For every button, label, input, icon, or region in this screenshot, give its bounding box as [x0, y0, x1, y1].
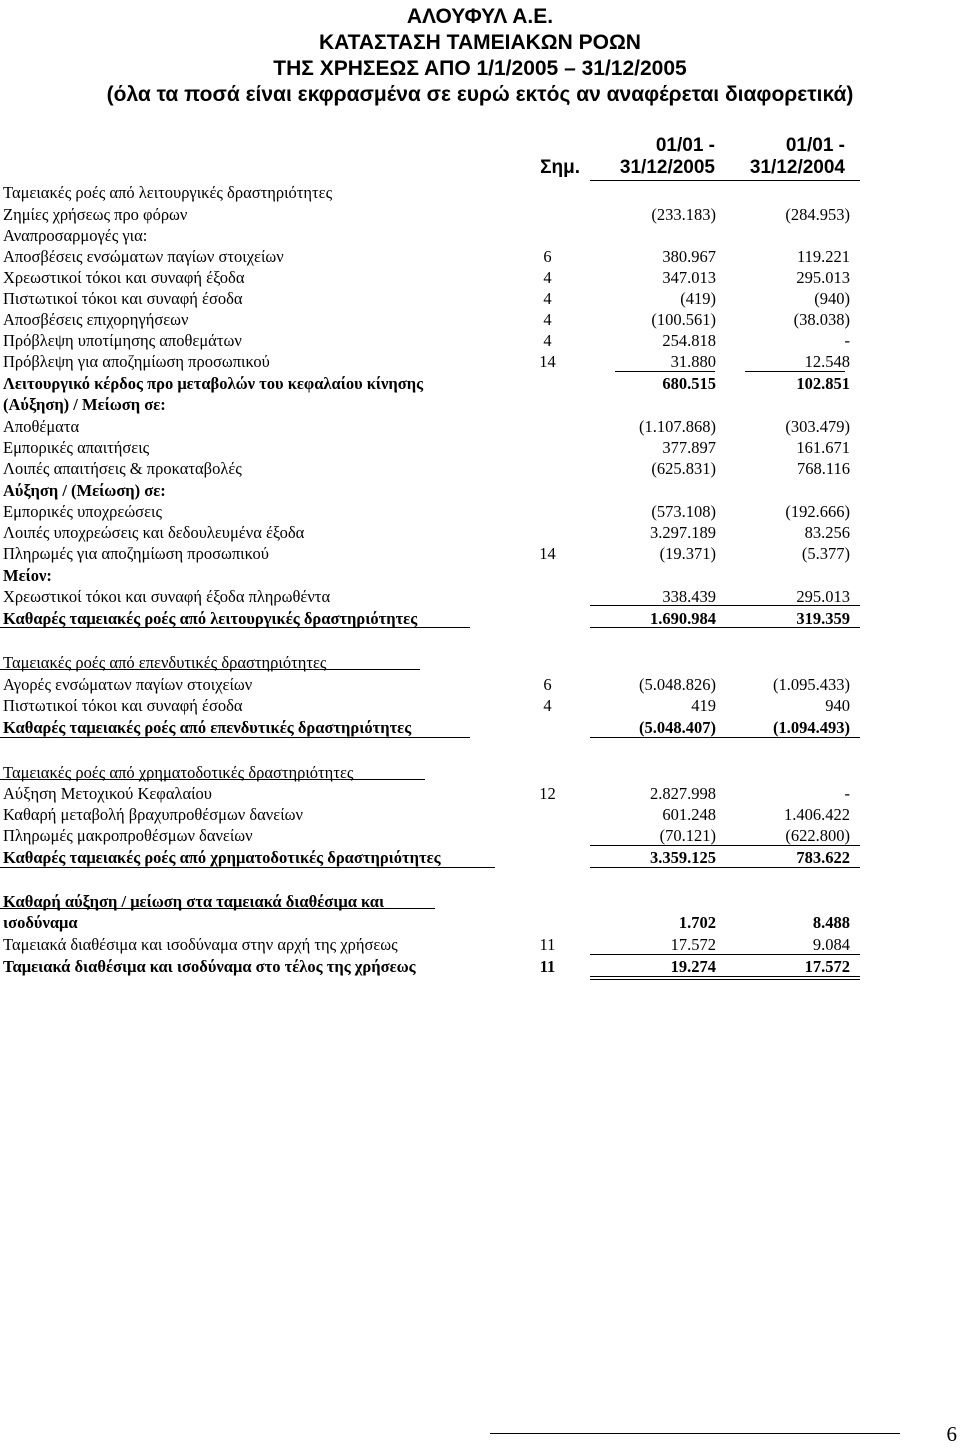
- value-2004: 17.572: [804, 957, 850, 976]
- row-note: 4: [543, 289, 552, 308]
- row-label: Καθαρές ταμειακές ροές από χρηματοδοτικές δραστηριότητες: [3, 848, 441, 867]
- value-2004: -: [844, 784, 850, 803]
- header-rule: [590, 180, 860, 181]
- value-2004: 83.256: [804, 523, 850, 542]
- row-label: Πληρωμές μακροπροθέσμων δανείων: [3, 826, 253, 845]
- table-row: [0, 309, 960, 330]
- table-row: [0, 246, 960, 267]
- total-rule-investing: [0, 737, 470, 738]
- table-row: [0, 288, 960, 309]
- row-label: Χρεωστικοί τόκοι και συναφή έξοδα πληρωθέντα: [3, 587, 331, 606]
- column-2005-header-line2: 31/12/2005: [619, 157, 715, 178]
- value-2004: 12.548: [804, 352, 850, 371]
- row-label: Ταμειακές ροές από χρηματοδοτικές δραστηριότητες: [3, 763, 354, 782]
- row-note: 4: [543, 696, 552, 715]
- row-label: Αποθέματα: [3, 417, 80, 436]
- row-label: Πληρωμές για αποζημίωση προσωπικού: [3, 544, 269, 563]
- heading-underline-investing: [0, 669, 420, 670]
- value-2005: 1.702: [678, 913, 716, 932]
- table-row: [0, 934, 960, 955]
- row-note: 14: [539, 352, 556, 371]
- total-rule-financing: [0, 867, 495, 868]
- row-label: Καθαρές ταμειακές ροές από επενδυτικές δραστηριότητες: [3, 718, 412, 737]
- total-rule-investing-values: [590, 737, 860, 738]
- value-2004: (303.479): [785, 417, 850, 436]
- value-2004: (1.095.433): [773, 675, 850, 694]
- note-column-header: Σημ.: [540, 157, 580, 178]
- value-2005: (70.121): [659, 826, 716, 845]
- row-label: Ταμειακές ροές από λειτουργικές δραστηριότητες: [3, 183, 333, 202]
- row-label: Αύξηση / (Μείωση) σε:: [3, 481, 166, 500]
- value-2005: (1.107.868): [639, 417, 716, 436]
- heading-underline-financing: [0, 779, 425, 780]
- value-2005: 347.013: [662, 268, 716, 287]
- row-label: Πιστωτικοί τόκοι και συναφή έσοδα: [3, 289, 243, 308]
- value-2005: (19.371): [659, 544, 716, 563]
- row-label: Μείον:: [3, 566, 52, 585]
- value-2004: (192.666): [785, 502, 850, 521]
- row-label: Ταμειακές ροές από επενδυτικές δραστηριότητες: [3, 653, 327, 672]
- value-2004: 319.359: [796, 609, 850, 628]
- subtotal-rule-2005: [615, 371, 715, 372]
- value-2005: (419): [680, 289, 716, 308]
- table-row: [0, 695, 960, 716]
- value-2005: (233.183): [651, 205, 716, 224]
- row-label: Πρόβλεψη για αποζημίωση προσωπικού: [3, 352, 270, 371]
- subtotal-rule-2004: [745, 371, 845, 372]
- table-row: [0, 847, 960, 868]
- table-row: [0, 416, 960, 437]
- value-2004: 295.013: [796, 587, 850, 606]
- value-2004: 940: [825, 696, 850, 715]
- table-row: [0, 330, 960, 351]
- table-row: [0, 267, 960, 288]
- page-number: 6: [946, 1422, 957, 1446]
- table-row: [0, 586, 960, 607]
- row-label: Αναπροσαρμογές για:: [3, 226, 148, 245]
- table-row: [0, 608, 960, 629]
- value-2004: 102.851: [796, 374, 850, 393]
- row-label: Λειτουργικό κέρδος προ μεταβολών του κεφαλαίου κίνησης: [3, 374, 424, 393]
- currency-note: (όλα τα ποσά είναι εκφρασμένα σε ευρώ εκτός αν αναφέρεται διαφορετικά): [106, 83, 854, 106]
- value-2004: (940): [814, 289, 850, 308]
- row-label: Πρόβλεψη υποτίμησης αποθεμάτων: [3, 331, 242, 350]
- subtotal-rule-financing: [590, 845, 860, 846]
- table-row: [0, 351, 960, 372]
- row-label: Καθαρές ταμειακές ροές από λειτουργικές δραστηριότητες: [3, 609, 418, 628]
- row-label: Λοιπές υποχρεώσεις και δεδουλευμένα έξοδα: [3, 523, 305, 542]
- value-2005: 419: [691, 696, 716, 715]
- value-2004: 768.116: [796, 459, 850, 478]
- table-row: [0, 182, 960, 203]
- table-row: [0, 825, 960, 846]
- subtotal-rule-closing: [590, 954, 860, 955]
- row-label: Χρεωστικοί τόκοι και συναφή έξοδα: [3, 268, 245, 287]
- row-label: Ταμειακά διαθέσιμα και ισοδύναμα στην αρχή της χρήσεως: [3, 935, 398, 954]
- row-label: Αύξηση Μετοχικού Κεφαλαίου: [3, 784, 212, 803]
- value-2005: 3.359.125: [650, 848, 716, 867]
- value-2004: 161.671: [796, 438, 850, 457]
- table-row: [0, 501, 960, 522]
- column-2004-header-line2: 31/12/2004: [749, 157, 845, 178]
- row-label: Αγορές ενσώματων παγίων στοιχείων: [3, 675, 253, 694]
- row-label: Λοιπές απαιτήσεις & προκαταβολές: [3, 459, 242, 478]
- row-note: 12: [539, 784, 556, 803]
- statement-period: ΤΗΣ ΧΡΗΣΕΩΣ ΑΠΟ 1/1/2005 – 31/12/2005: [273, 57, 687, 80]
- row-label: Αποσβέσεις επιχορηγήσεων: [3, 310, 189, 329]
- value-2005: 19.274: [670, 957, 716, 976]
- value-2005: 1.690.984: [650, 609, 716, 628]
- table-row: [0, 783, 960, 804]
- table-row: [0, 394, 960, 415]
- total-rule-operating-values: [590, 627, 860, 628]
- statement-title: ΚΑΤΑΣΤΑΣΗ ΤΑΜΕΙΑΚΩΝ ΡΟΩΝ: [319, 31, 641, 54]
- row-note: 6: [543, 247, 552, 266]
- row-label: ισοδύναμα: [3, 913, 78, 932]
- value-2004: (284.953): [785, 205, 850, 224]
- footer-rule: [490, 1433, 900, 1434]
- row-note: 4: [543, 331, 552, 350]
- table-row: [0, 543, 960, 564]
- value-2005: (5.048.826): [639, 675, 716, 694]
- table-row: [0, 522, 960, 543]
- value-2004: 9.084: [812, 935, 850, 954]
- column-2005-header: [590, 135, 715, 179]
- table-row: [0, 804, 960, 825]
- table-row: [0, 458, 960, 479]
- total-rule-top: [590, 605, 860, 606]
- value-2005: 254.818: [662, 331, 716, 350]
- value-2005: 338.439: [662, 587, 716, 606]
- row-label: Καθαρή αύξηση / μείωση στα ταμειακά διαθέσιμα και: [3, 892, 385, 911]
- table-row: [0, 674, 960, 695]
- row-label: Αποσβέσεις ενσώματων παγίων στοιχείων: [3, 247, 284, 266]
- table-row: [0, 717, 960, 738]
- value-2005: 31.880: [670, 352, 716, 371]
- row-note: 4: [543, 310, 552, 329]
- table-row: [0, 956, 960, 977]
- double-rule-closing-1: [590, 976, 860, 977]
- value-2004: 783.622: [796, 848, 850, 867]
- value-2004: 8.488: [812, 913, 850, 932]
- value-2005: (625.831): [651, 459, 716, 478]
- table-row: [0, 373, 960, 394]
- row-note: 14: [539, 544, 556, 563]
- value-2004: 295.013: [796, 268, 850, 287]
- value-2005: 17.572: [670, 935, 716, 954]
- row-label: Εμπορικές υποχρεώσεις: [3, 502, 162, 521]
- company-name: ΑΛΟΥΦΥΛ Α.Ε.: [406, 5, 554, 28]
- total-rule-operating: [0, 627, 470, 628]
- row-label: Ταμειακά διαθέσιμα και ισοδύναμα στο τέλος της χρήσεως: [3, 957, 416, 976]
- column-2004-header: [720, 135, 845, 179]
- value-2004: 1.406.422: [784, 805, 850, 824]
- heading-underline-net-change: [0, 908, 435, 909]
- column-2004-header-line1: 01/01 -: [785, 135, 845, 156]
- row-label: Πιστωτικοί τόκοι και συναφή έσοδα: [3, 696, 243, 715]
- row-note: 11: [539, 935, 556, 954]
- value-2005: 380.967: [662, 247, 716, 266]
- row-label: Ζημίες χρήσεως προ φόρων: [3, 205, 188, 224]
- row-note: 4: [543, 268, 552, 287]
- value-2005: 680.515: [662, 374, 716, 393]
- row-label: Καθαρή μεταβολή βραχυπροθέσμων δανείων: [3, 805, 303, 824]
- value-2004: (622.800): [785, 826, 850, 845]
- row-label: Εμπορικές απαιτήσεις: [3, 438, 150, 457]
- row-label: (Αύξηση) / Μείωση σε:: [3, 395, 166, 414]
- value-2005: 377.897: [662, 438, 716, 457]
- value-2004: 119.221: [796, 247, 850, 266]
- value-2005: (100.561): [651, 310, 716, 329]
- table-row: [0, 565, 960, 586]
- value-2005: (5.048.407): [639, 718, 716, 737]
- value-2005: 601.248: [662, 805, 716, 824]
- value-2005: 3.297.189: [650, 523, 716, 542]
- total-rule-financing-values: [590, 867, 860, 868]
- table-row: [0, 437, 960, 458]
- value-2005: 2.827.998: [650, 784, 716, 803]
- row-note: 6: [543, 675, 552, 694]
- double-rule-closing-2: [590, 979, 860, 980]
- table-row: [0, 480, 960, 501]
- value-2005: (573.108): [651, 502, 716, 521]
- table-row: [0, 912, 960, 933]
- column-2005-header-line1: 01/01 -: [655, 135, 715, 156]
- table-row: [0, 225, 960, 246]
- table-row: [0, 204, 960, 225]
- value-2004: (5.377): [801, 544, 850, 563]
- value-2004: (38.038): [793, 310, 850, 329]
- value-2004: (1.094.493): [773, 718, 850, 737]
- value-2004: -: [844, 331, 850, 350]
- row-note: 11: [539, 957, 556, 976]
